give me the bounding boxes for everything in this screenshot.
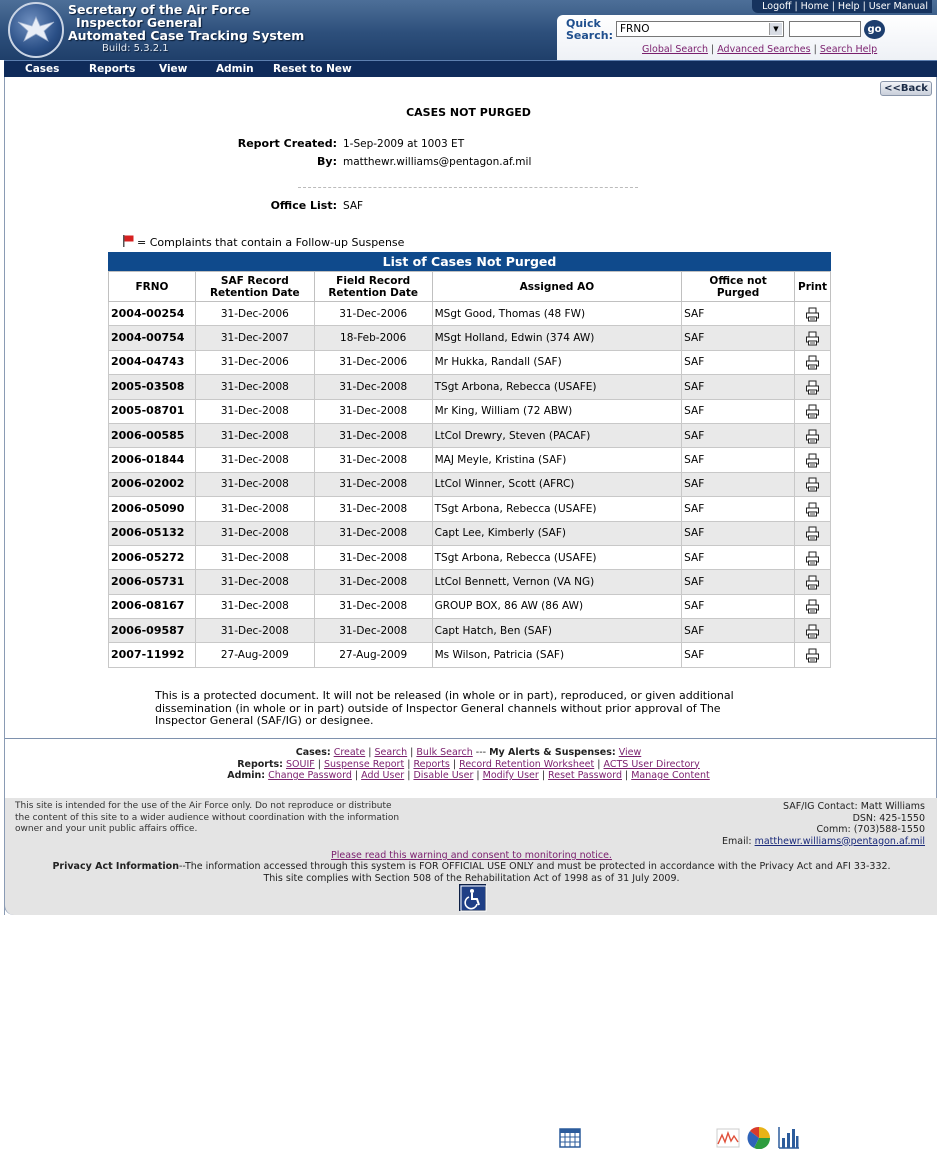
- search-help-link[interactable]: Search Help: [819, 44, 878, 55]
- advanced-searches-link[interactable]: Advanced Searches: [717, 44, 811, 55]
- printer-icon[interactable]: [805, 477, 820, 492]
- line-chart-icon[interactable]: [716, 1127, 740, 1149]
- main-nav: [4, 60, 937, 77]
- saf-date-cell: 31-Dec-2007: [195, 326, 314, 350]
- frno-cell[interactable]: 2004-00254: [109, 302, 196, 326]
- saf-date-cell: 31-Dec-2008: [195, 448, 314, 472]
- legend-text: = Complaints that contain a Follow-up Suspense: [137, 236, 405, 249]
- nav-admin[interactable]: Admin: [216, 63, 254, 75]
- header-field-retention[interactable]: Field Record Retention Date: [314, 272, 432, 302]
- saf-date-cell: 31-Dec-2008: [195, 472, 314, 496]
- accessibility-icon[interactable]: [459, 884, 486, 911]
- create-link[interactable]: Create: [333, 747, 366, 758]
- printer-icon[interactable]: [805, 355, 820, 370]
- saf-date-cell: 27-Aug-2009: [195, 643, 314, 667]
- field-date-cell: 31-Dec-2008: [314, 472, 432, 496]
- report-by-label: By:: [317, 155, 337, 168]
- printer-icon[interactable]: [805, 404, 820, 419]
- contact-email-link[interactable]: matthewr.williams@pentagon.af.mil: [754, 835, 925, 847]
- logoff-link[interactable]: Logoff: [762, 1, 792, 12]
- print-cell[interactable]: [794, 521, 830, 545]
- utility-links: Logoff | Home | Help | User Manual: [752, 0, 932, 13]
- admin-links-label: Admin:: [227, 770, 266, 781]
- office-cell: SAF: [682, 570, 795, 594]
- table-row: [109, 423, 831, 447]
- footer-divider: [5, 738, 936, 739]
- nav-reports[interactable]: Reports: [89, 63, 136, 75]
- contact-name: SAF/IG Contact: Matt Williams: [783, 801, 925, 812]
- field-date-cell: 27-Aug-2009: [314, 643, 432, 667]
- assigned-ao-cell: Ms Wilson, Patricia (SAF): [432, 643, 682, 667]
- warning-row: [5, 850, 937, 862]
- table-row: [109, 545, 831, 569]
- header-office-not-purged[interactable]: Office not Purged: [682, 272, 795, 302]
- field-date-cell: 18-Feb-2006: [314, 326, 432, 350]
- search-links: Global Search | Advanced Searches | Search Help: [642, 44, 878, 55]
- print-cell[interactable]: [794, 448, 830, 472]
- air-force-wings-icon: [16, 14, 56, 44]
- office-cell: SAF: [682, 326, 795, 350]
- field-date-cell: 31-Dec-2008: [314, 497, 432, 521]
- cases-links-label: Cases:: [295, 747, 331, 758]
- frno-cell[interactable]: 2006-05090: [109, 497, 196, 521]
- contact-email-label: Email:: [721, 835, 752, 847]
- table-row: [109, 399, 831, 423]
- printer-icon[interactable]: [805, 453, 820, 468]
- assigned-ao-cell: MAJ Meyle, Kristina (SAF): [432, 448, 682, 472]
- back-button[interactable]: <<Back: [880, 81, 932, 96]
- table-view-icon[interactable]: [559, 1127, 581, 1149]
- office-cell: SAF: [682, 521, 795, 545]
- table-row: [109, 643, 831, 667]
- table-row: [109, 375, 831, 399]
- reports-links-row: Reports: SOUIF | Suspense Report | Reports | Record Retention Worksheet | ACTS User Directory: [237, 758, 700, 770]
- page-title: CASES NOT PURGED: [406, 106, 531, 119]
- admin-links-row: Admin: Change Password | Add User | Disable User | Modify User | Reset Password | Manage Content: [227, 770, 710, 781]
- table-row: [109, 619, 831, 643]
- frno-cell[interactable]: 2006-02002: [109, 472, 196, 496]
- field-date-cell: 31-Dec-2008: [314, 375, 432, 399]
- assigned-ao-cell: Capt Hatch, Ben (SAF): [432, 619, 682, 643]
- header-print: Print: [794, 272, 830, 302]
- print-cell[interactable]: [794, 497, 830, 521]
- field-date-cell: 31-Dec-2008: [314, 448, 432, 472]
- table-row: [109, 570, 831, 594]
- quick-search-label-line1: Quick: [566, 17, 601, 30]
- field-date-cell: 31-Dec-2008: [314, 423, 432, 447]
- printer-icon[interactable]: [805, 526, 820, 541]
- field-date-cell: 31-Dec-2008: [314, 399, 432, 423]
- assigned-ao-cell: GROUP BOX, 86 AW (86 AW): [432, 594, 682, 618]
- privacy-label: Privacy Act Information: [52, 861, 179, 872]
- frno-cell[interactable]: 2004-04743: [109, 350, 196, 374]
- print-cell[interactable]: [794, 619, 830, 643]
- table-row: [109, 350, 831, 374]
- table-header-row: [109, 272, 831, 302]
- printer-icon[interactable]: [805, 551, 820, 566]
- record-retention-worksheet-link[interactable]: Record Retention Worksheet: [459, 758, 595, 770]
- contact-dsn: DSN: 425-1550: [852, 812, 925, 824]
- saf-date-cell: 31-Dec-2008: [195, 594, 314, 618]
- printer-icon[interactable]: [805, 624, 820, 639]
- assigned-ao-cell: LtCol Drewry, Steven (PACAF): [432, 423, 682, 447]
- assigned-ao-cell: MSgt Holland, Edwin (374 AW): [432, 326, 682, 350]
- saf-date-cell: 31-Dec-2006: [195, 302, 314, 326]
- frno-cell[interactable]: 2007-11992: [109, 643, 196, 667]
- reports-links-label: Reports:: [237, 758, 283, 770]
- print-cell[interactable]: [794, 350, 830, 374]
- office-cell: SAF: [682, 545, 795, 569]
- cases-table: [108, 271, 831, 668]
- add-user-link[interactable]: Add User: [361, 770, 405, 781]
- office-cell: SAF: [682, 643, 795, 667]
- reports-link[interactable]: Reports: [413, 758, 450, 770]
- office-list-value: SAF: [343, 200, 364, 212]
- acts-user-directory-link[interactable]: ACTS User Directory: [603, 758, 700, 770]
- table-row: [109, 326, 831, 350]
- disable-user-link[interactable]: Disable User: [413, 770, 474, 781]
- frno-cell[interactable]: 2006-00585: [109, 423, 196, 447]
- print-cell[interactable]: [794, 375, 830, 399]
- user-manual-link[interactable]: User Manual: [868, 1, 928, 12]
- app-header: [0, 0, 937, 60]
- alerts-label: My Alerts & Suspenses:: [489, 747, 616, 758]
- privacy-row: [5, 861, 937, 873]
- alerts-view-link[interactable]: View: [618, 747, 642, 758]
- header-frno[interactable]: FRNO: [109, 272, 196, 302]
- frno-cell[interactable]: 2005-03508: [109, 375, 196, 399]
- office-cell: SAF: [682, 619, 795, 643]
- header-saf-retention[interactable]: SAF Record Retention Date: [195, 272, 314, 302]
- printer-icon[interactable]: [805, 307, 820, 322]
- search-link[interactable]: Search: [374, 747, 408, 758]
- nav-view[interactable]: View: [159, 63, 188, 75]
- quick-search-label-line2: Search:: [566, 29, 613, 42]
- table-row: [109, 521, 831, 545]
- title-line-2: Inspector General: [76, 15, 202, 30]
- usage-notice-line3: owner and your unit public affairs office.: [15, 824, 198, 834]
- section508-text: This site complies with Section 508 of the Rehabilitation Act of 1998 as of 31 July 2009.: [263, 873, 680, 884]
- usage-notice-line2: the content of this site to a wider audience without coordination with the information: [15, 812, 400, 823]
- cases-links-row: Cases: Create | Search | Bulk Search --- My Alerts & Suspenses: View: [295, 747, 642, 758]
- print-cell[interactable]: [794, 472, 830, 496]
- office-cell: SAF: [682, 594, 795, 618]
- printer-icon[interactable]: [805, 380, 820, 395]
- assigned-ao-cell: LtCol Bennett, Vernon (VA NG): [432, 570, 682, 594]
- field-date-cell: 31-Dec-2008: [314, 570, 432, 594]
- table-row: [109, 472, 831, 496]
- assigned-ao-cell: TSgt Arbona, Rebecca (USAFE): [432, 545, 682, 569]
- printer-icon[interactable]: [805, 575, 820, 590]
- frno-cell[interactable]: 2004-00754: [109, 326, 196, 350]
- usage-notice-line1: This site is intended for the use of the Air Force only. Do not reproduce or distribute: [15, 801, 392, 811]
- print-cell[interactable]: [794, 423, 830, 447]
- saf-date-cell: 31-Dec-2006: [195, 350, 314, 374]
- nav-reset-to-new[interactable]: Reset to New: [273, 63, 352, 75]
- assigned-ao-cell: TSgt Arbona, Rebecca (USAFE): [432, 375, 682, 399]
- help-link[interactable]: Help: [837, 1, 860, 12]
- chevron-down-icon[interactable]: ▼: [769, 23, 782, 35]
- suspense-report-link[interactable]: Suspense Report: [323, 758, 405, 770]
- table-title: List of Cases Not Purged: [108, 252, 831, 271]
- modify-user-link[interactable]: Modify User: [482, 770, 539, 781]
- saf-date-cell: 31-Dec-2008: [195, 399, 314, 423]
- go-button[interactable]: go: [864, 20, 885, 39]
- red-flag-icon: [123, 235, 134, 247]
- pie-chart-icon[interactable]: [747, 1126, 771, 1149]
- frno-cell[interactable]: 2006-05132: [109, 521, 196, 545]
- global-search-link[interactable]: Global Search: [642, 44, 708, 55]
- saf-date-cell: 31-Dec-2008: [195, 497, 314, 521]
- contact-email-row: [722, 836, 925, 848]
- report-created-label: Report Created:: [237, 137, 337, 150]
- assigned-ao-cell: Mr King, William (72 ABW): [432, 399, 682, 423]
- field-date-cell: 31-Dec-2008: [314, 521, 432, 545]
- title-line-1: Secretary of the Air Force: [68, 2, 250, 17]
- quick-search-input[interactable]: [789, 21, 861, 37]
- report-by-value: matthewr.williams@pentagon.af.mil: [343, 156, 532, 168]
- printer-icon[interactable]: [805, 429, 820, 444]
- bulk-search-link[interactable]: Bulk Search: [416, 747, 473, 758]
- frno-cell[interactable]: 2005-08701: [109, 399, 196, 423]
- office-cell: SAF: [682, 497, 795, 521]
- app-title: [68, 3, 304, 55]
- protected-document-notice: This is a protected document. It will not be released (in whole or in part), reproduced, or given additional dissemination (in whole or in part) outside of Inspector General channels without prior approval of The Inspector General (SAF/IG) or designee.: [155, 689, 734, 727]
- change-password-link[interactable]: Change Password: [268, 770, 352, 781]
- site-footer: [4, 798, 937, 915]
- print-cell[interactable]: [794, 326, 830, 350]
- home-link[interactable]: Home: [800, 1, 829, 12]
- frno-cell[interactable]: 2006-08167: [109, 594, 196, 618]
- air-force-logo: [8, 2, 64, 58]
- saf-date-cell: 31-Dec-2008: [195, 570, 314, 594]
- table-row: [109, 448, 831, 472]
- field-date-cell: 31-Dec-2008: [314, 594, 432, 618]
- field-date-cell: 31-Dec-2006: [314, 302, 432, 326]
- office-cell: SAF: [682, 472, 795, 496]
- table-row: [109, 497, 831, 521]
- header-assigned-ao[interactable]: Assigned AO: [432, 272, 682, 302]
- follow-up-legend: [123, 235, 404, 249]
- assigned-ao-cell: TSgt Arbona, Rebecca (USAFE): [432, 497, 682, 521]
- quick-search-type-select[interactable]: [616, 21, 784, 37]
- office-list-label: Office List:: [270, 199, 337, 212]
- field-date-cell: 31-Dec-2008: [314, 545, 432, 569]
- saf-date-cell: 31-Dec-2008: [195, 375, 314, 399]
- print-cell[interactable]: [794, 570, 830, 594]
- saf-date-cell: 31-Dec-2008: [195, 521, 314, 545]
- assigned-ao-cell: Capt Lee, Kimberly (SAF): [432, 521, 682, 545]
- table-row: [109, 594, 831, 618]
- assigned-ao-cell: MSgt Good, Thomas (48 FW): [432, 302, 682, 326]
- saf-date-cell: 31-Dec-2008: [195, 545, 314, 569]
- frno-cell[interactable]: 2006-05272: [109, 545, 196, 569]
- frno-cell[interactable]: 2006-09587: [109, 619, 196, 643]
- print-cell[interactable]: [794, 594, 830, 618]
- contact-info: [722, 801, 925, 847]
- assigned-ao-cell: LtCol Winner, Scott (AFRC): [432, 472, 682, 496]
- contact-comm: Comm: (703)588-1550: [816, 824, 925, 835]
- manage-content-link[interactable]: Manage Content: [631, 770, 710, 781]
- usage-notice: [15, 801, 435, 836]
- printer-icon[interactable]: [805, 648, 820, 663]
- field-date-cell: 31-Dec-2006: [314, 350, 432, 374]
- table-row: [109, 302, 831, 326]
- print-cell[interactable]: [794, 302, 830, 326]
- divider-dashed: [298, 187, 638, 188]
- printer-icon[interactable]: [805, 331, 820, 346]
- frno-cell[interactable]: 2006-01844: [109, 448, 196, 472]
- office-cell: SAF: [682, 350, 795, 374]
- print-cell[interactable]: [794, 399, 830, 423]
- report-created-value: 1-Sep-2009 at 1003 ET: [343, 138, 465, 150]
- office-cell: SAF: [682, 448, 795, 472]
- printer-icon[interactable]: [805, 599, 820, 614]
- reset-password-link[interactable]: Reset Password: [548, 770, 622, 781]
- office-cell: SAF: [682, 375, 795, 399]
- print-cell[interactable]: [794, 545, 830, 569]
- field-date-cell: 31-Dec-2008: [314, 619, 432, 643]
- office-cell: SAF: [682, 399, 795, 423]
- nav-cases[interactable]: Cases: [25, 63, 60, 75]
- monitoring-warning-link[interactable]: Please read this warning and consent to monitoring notice.: [331, 850, 612, 861]
- build-version: Build: 5.3.2.1: [102, 43, 169, 54]
- print-cell[interactable]: [794, 643, 830, 667]
- saf-date-cell: 31-Dec-2008: [195, 423, 314, 447]
- section508-row: [5, 873, 937, 885]
- privacy-text: --The information accessed through this system is FOR OFFICIAL USE ONLY and must be protected in accordance with the Privacy Act and AFI 33-332.: [178, 861, 891, 872]
- quick-search-selected: FRNO: [620, 23, 650, 35]
- office-cell: SAF: [682, 302, 795, 326]
- frno-cell[interactable]: 2006-05731: [109, 570, 196, 594]
- souif-link[interactable]: SOUIF: [286, 758, 315, 770]
- saf-date-cell: 31-Dec-2008: [195, 619, 314, 643]
- office-cell: SAF: [682, 423, 795, 447]
- printer-icon[interactable]: [805, 502, 820, 517]
- quick-search-label: [566, 18, 613, 42]
- quick-search-panel: [557, 15, 937, 60]
- bar-chart-icon[interactable]: [778, 1126, 800, 1149]
- title-line-3: Automated Case Tracking System: [68, 28, 305, 43]
- assigned-ao-cell: Mr Hukka, Randall (SAF): [432, 350, 682, 374]
